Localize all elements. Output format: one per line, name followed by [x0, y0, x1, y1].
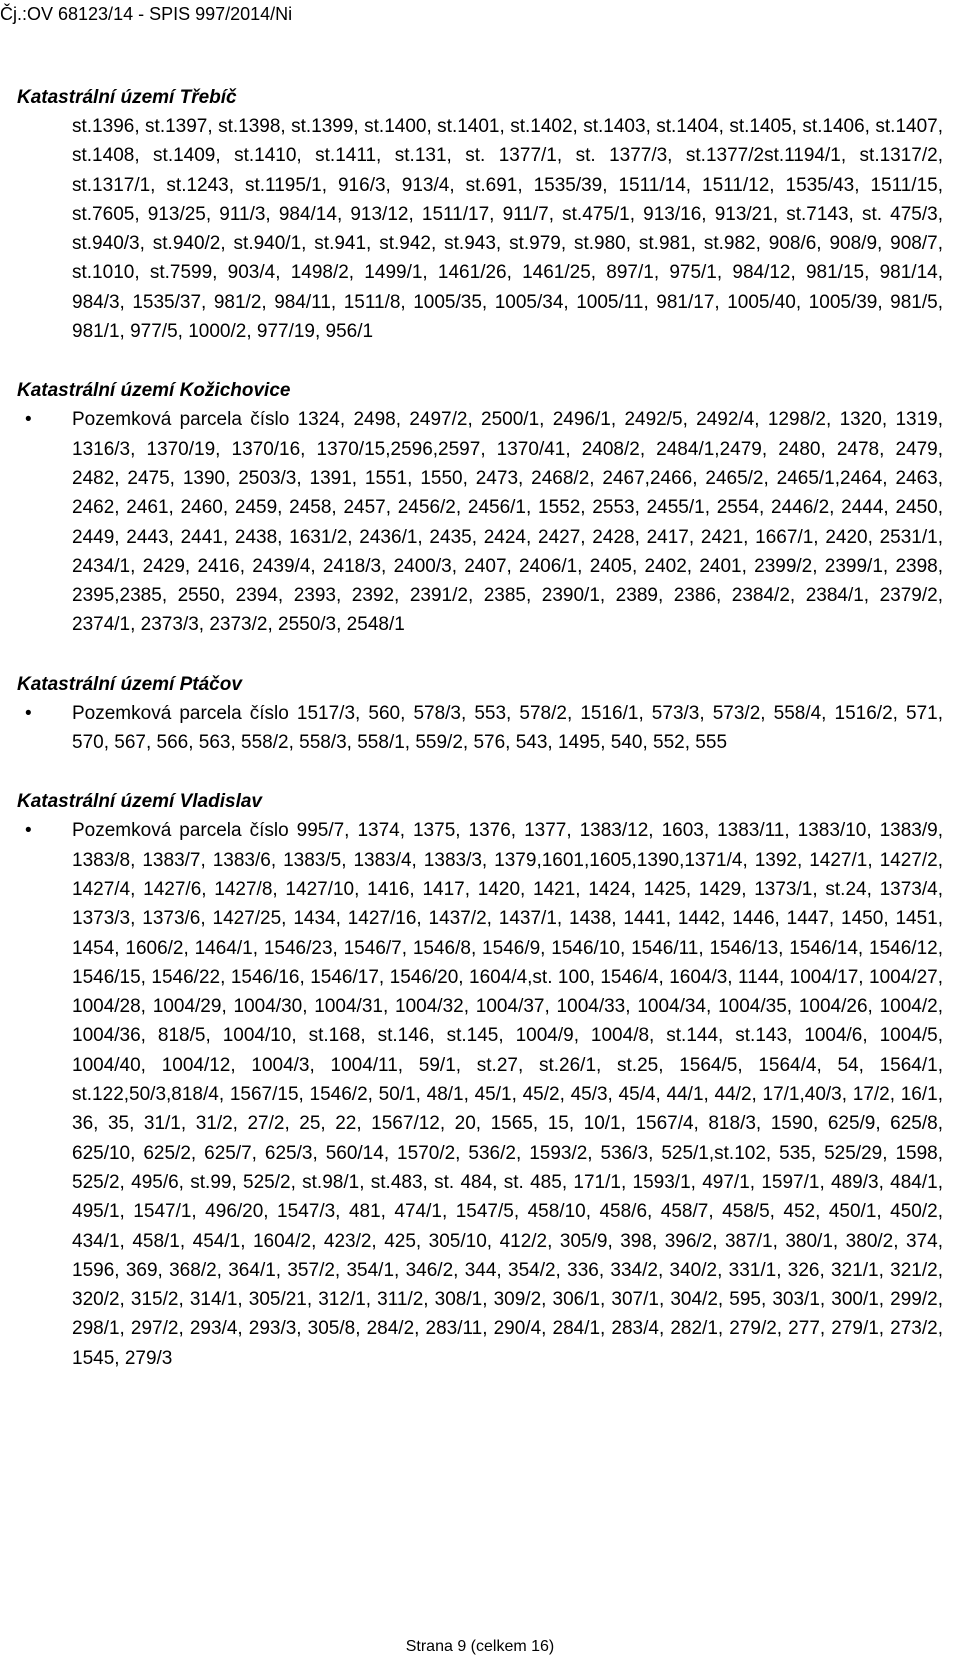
page-number-footer: Strana 9 (celkem 16)	[405, 1638, 555, 1655]
parcel-list-ptacov: Pozemková parcela číslo 1517/3, 560, 578/3, 553, 578/2, 1516/1, 573/3, 573/2, 558/4, 1516/2, 571, 570, 567, 566, 563, 558/2, 558/3, 558/1, 559/2, 576, 543, 1495, 540, 552, 555	[72, 702, 943, 754]
section-heading-vladislav: Katastrální území Vladislav	[17, 791, 262, 813]
section-heading-trebic: Katastrální území Třebíč	[17, 87, 237, 108]
bullet-icon: •	[25, 820, 32, 842]
parcel-list-vladislav: Pozemková parcela číslo 995/7, 1374, 1375, 1376, 1377, 1383/12, 1603, 1383/11, 1383/10, 1383/9, 1383/8, 1383/7, 1383/6, 1383/5, 1383/4, 1383/3, 1379,1601,1605,1390,1371/4, 1392, 1427/1, 1427/2, 1427/4, 1427/6, 1427/8, 1427/10, 1416, 1417, 1420, 1421, 1424, 1425, 1429, 1373/1, st.24, 1373/4, 1373/3, 1373/6, 1427/25, 1434, 1427/16, 1437/2, 1437/1, 1438, 1441, 1442, 1446, 1447, 1450, 1451, 1454, 1606/2, 1464/1, 1546/23, 1546/7, 1546/8, 1546/9, 1546/10, 1546/11, 1546/13, 1546/14, 1546/12, 1546/15, 1546/22, 1546/16, 1546/17, 1546/20, 1604/4,st. 100, 1546/4, 1604/3, 1144, 1004/17, 1004/27, 1004/28, 1004/29, 1004/30, 1004/31, 1004/32, 1004/37, 1004/33, 1004/34, 1004/35, 1004/26, 1004/2, 1004/36, 818/5, 1004/10, st.168, st.146, st.145, 1004/9, 1004/8, st.144, st.143, 1004/6, 1004/5, 1004/40, 1004/12, 1004/3, 1004/11, 59/1, st.27, st.26/1, st.25, 1564/5, 1564/4, 54, 1564/1, st.122,50/3,818/4, 1567/15, 1546/2, 50/1, 48/1, 45/1, 45/2, 45/3, 45/4, 44/1, 44/2, 17/1,40/3, 17/2, 16/1, 36, 35, 31/1, 31/2, 27/2, 25, 22, 1567/12, 20, 1565, 15, 10/1, 1567/4, 818/3, 1590, 625/9, 625/8, 625/10, 625/2, 625/7, 625/3, 560/14, 1570/2, 536/2, 1593/2, 536/3, 525/1,st.102, 535, 525/29, 1598, 525/2, 495/6, st.99, 525/2, st.98/1, st.483, st. 484, st. 485, 171/1, 1593/1, 497/1, 1597/1, 489/3, 484/1, 495/1, 1547/1, 496/20, 1547/3, 481, 474/1, 1547/5, 458/10, 458/6, 458/7, 458/5, 452, 450/1, 450/2, 434/1, 458/1, 454/1, 1604/2, 423/2, 425, 305/10, 412/2, 305/9, 398, 396/2, 387/1, 380/1, 380/2, 374, 1596, 369, 368/2, 364/1, 357/2, 354/1, 346/2, 344, 354/2, 336, 334/2, 340/2, 331/1, 326, 321/1, 321/2, 320/2, 315/2, 314/1, 305/21, 312/1, 311/2, 308/1, 309/2, 306/1, 307/1, 304/2, 595, 303/1, 300/1, 299/2, 298/1, 297/2, 293/4, 293/3, 305/8, 284/2, 283/11, 290/4, 284/1, 283/4, 282/1, 279/2, 277, 279/1, 273/2, 1545, 279/3	[72, 820, 943, 1369]
document-body	[17, 83, 943, 1403]
parcel-list-trebic: st.1396, st.1397, st.1398, st.1399, st.1400, st.1401, st.1402, st.1403, st.1404, st.1405, st.1406, st.1407, st.1408, st.1409, st.1410, st.1411, st.131, st. 1377/1, st. 1377/3, st.1377/2st.1194/1, st.1317/2, st.1317/1, st.1243, st.1195/1, 916/3, 913/4, st.691, 1535/39, 1511/14, 1511/12, 1535/43, 1511/15, st.7605, 913/25, 911/3, 984/14, 913/12, 1511/17, 911/7, st.475/1, 913/16, 913/21, st.7143, st. 475/3, st.940/3, st.940/2, st.940/1, st.941, st.942, st.943, st.979, st.980, st.981, st.982, 908/6, 908/9, 908/7, st.1010, st.7599, 903/4, 1498/2, 1499/1, 1461/26, 1461/25, 897/1, 975/1, 984/12, 981/15, 981/14, 984/3, 1535/37, 981/2, 984/11, 1511/8, 1005/35, 1005/34, 1005/11, 981/17, 1005/40, 1005/39, 981/5, 981/1, 977/5, 1000/2, 977/19, 956/1	[72, 116, 943, 343]
section-heading-kozichovice: Katastrální území Kožichovice	[17, 380, 291, 402]
section-ptacov	[17, 670, 943, 758]
bullet-icon: •	[25, 409, 32, 431]
section-kozichovice	[17, 376, 943, 639]
list-item	[17, 699, 943, 758]
section-trebic	[17, 83, 943, 346]
parcel-list-kozichovice: Pozemková parcela číslo 1324, 2498, 2497/2, 2500/1, 2496/1, 2492/5, 2492/4, 1298/2, 1320, 1319, 1316/3, 1370/19, 1370/16, 1370/15,2596,2597, 1370/41, 2408/2, 2484/1,2479, 2480, 2478, 2479, 2482, 2475, 1390, 2503/3, 1391, 1551, 1550, 2473, 2468/2, 2467,2466, 2465/2, 2465/1,2464, 2463, 2462, 2461, 2460, 2459, 2458, 2457, 2456/2, 2456/1, 1552, 2553, 2455/1, 2554, 2446/2, 2444, 2450, 2449, 2443, 2441, 2438, 1631/2, 2436/1, 2435, 2424, 2427, 2428, 2417, 2421, 1667/1, 2420, 2531/1, 2434/1, 2429, 2416, 2439/4, 2418/3, 2400/3, 2407, 2406/1, 2405, 2402, 2401, 2399/2, 2399/1, 2398, 2395,2385, 2550, 2394, 2393, 2392, 2391/2, 2385, 2390/1, 2389, 2386, 2384/2, 2384/1, 2379/2, 2374/1, 2373/3, 2373/2, 2550/3, 2548/1	[72, 409, 943, 636]
list-item	[17, 816, 943, 1373]
document-reference-header: Čj.:OV 68123/14 - SPIS 997/2014/Ni	[0, 4, 293, 24]
section-vladislav	[17, 787, 943, 1373]
bullet-icon: •	[25, 702, 32, 724]
section-heading-ptacov: Katastrální území Ptáčov	[17, 673, 242, 695]
list-item	[17, 405, 943, 639]
